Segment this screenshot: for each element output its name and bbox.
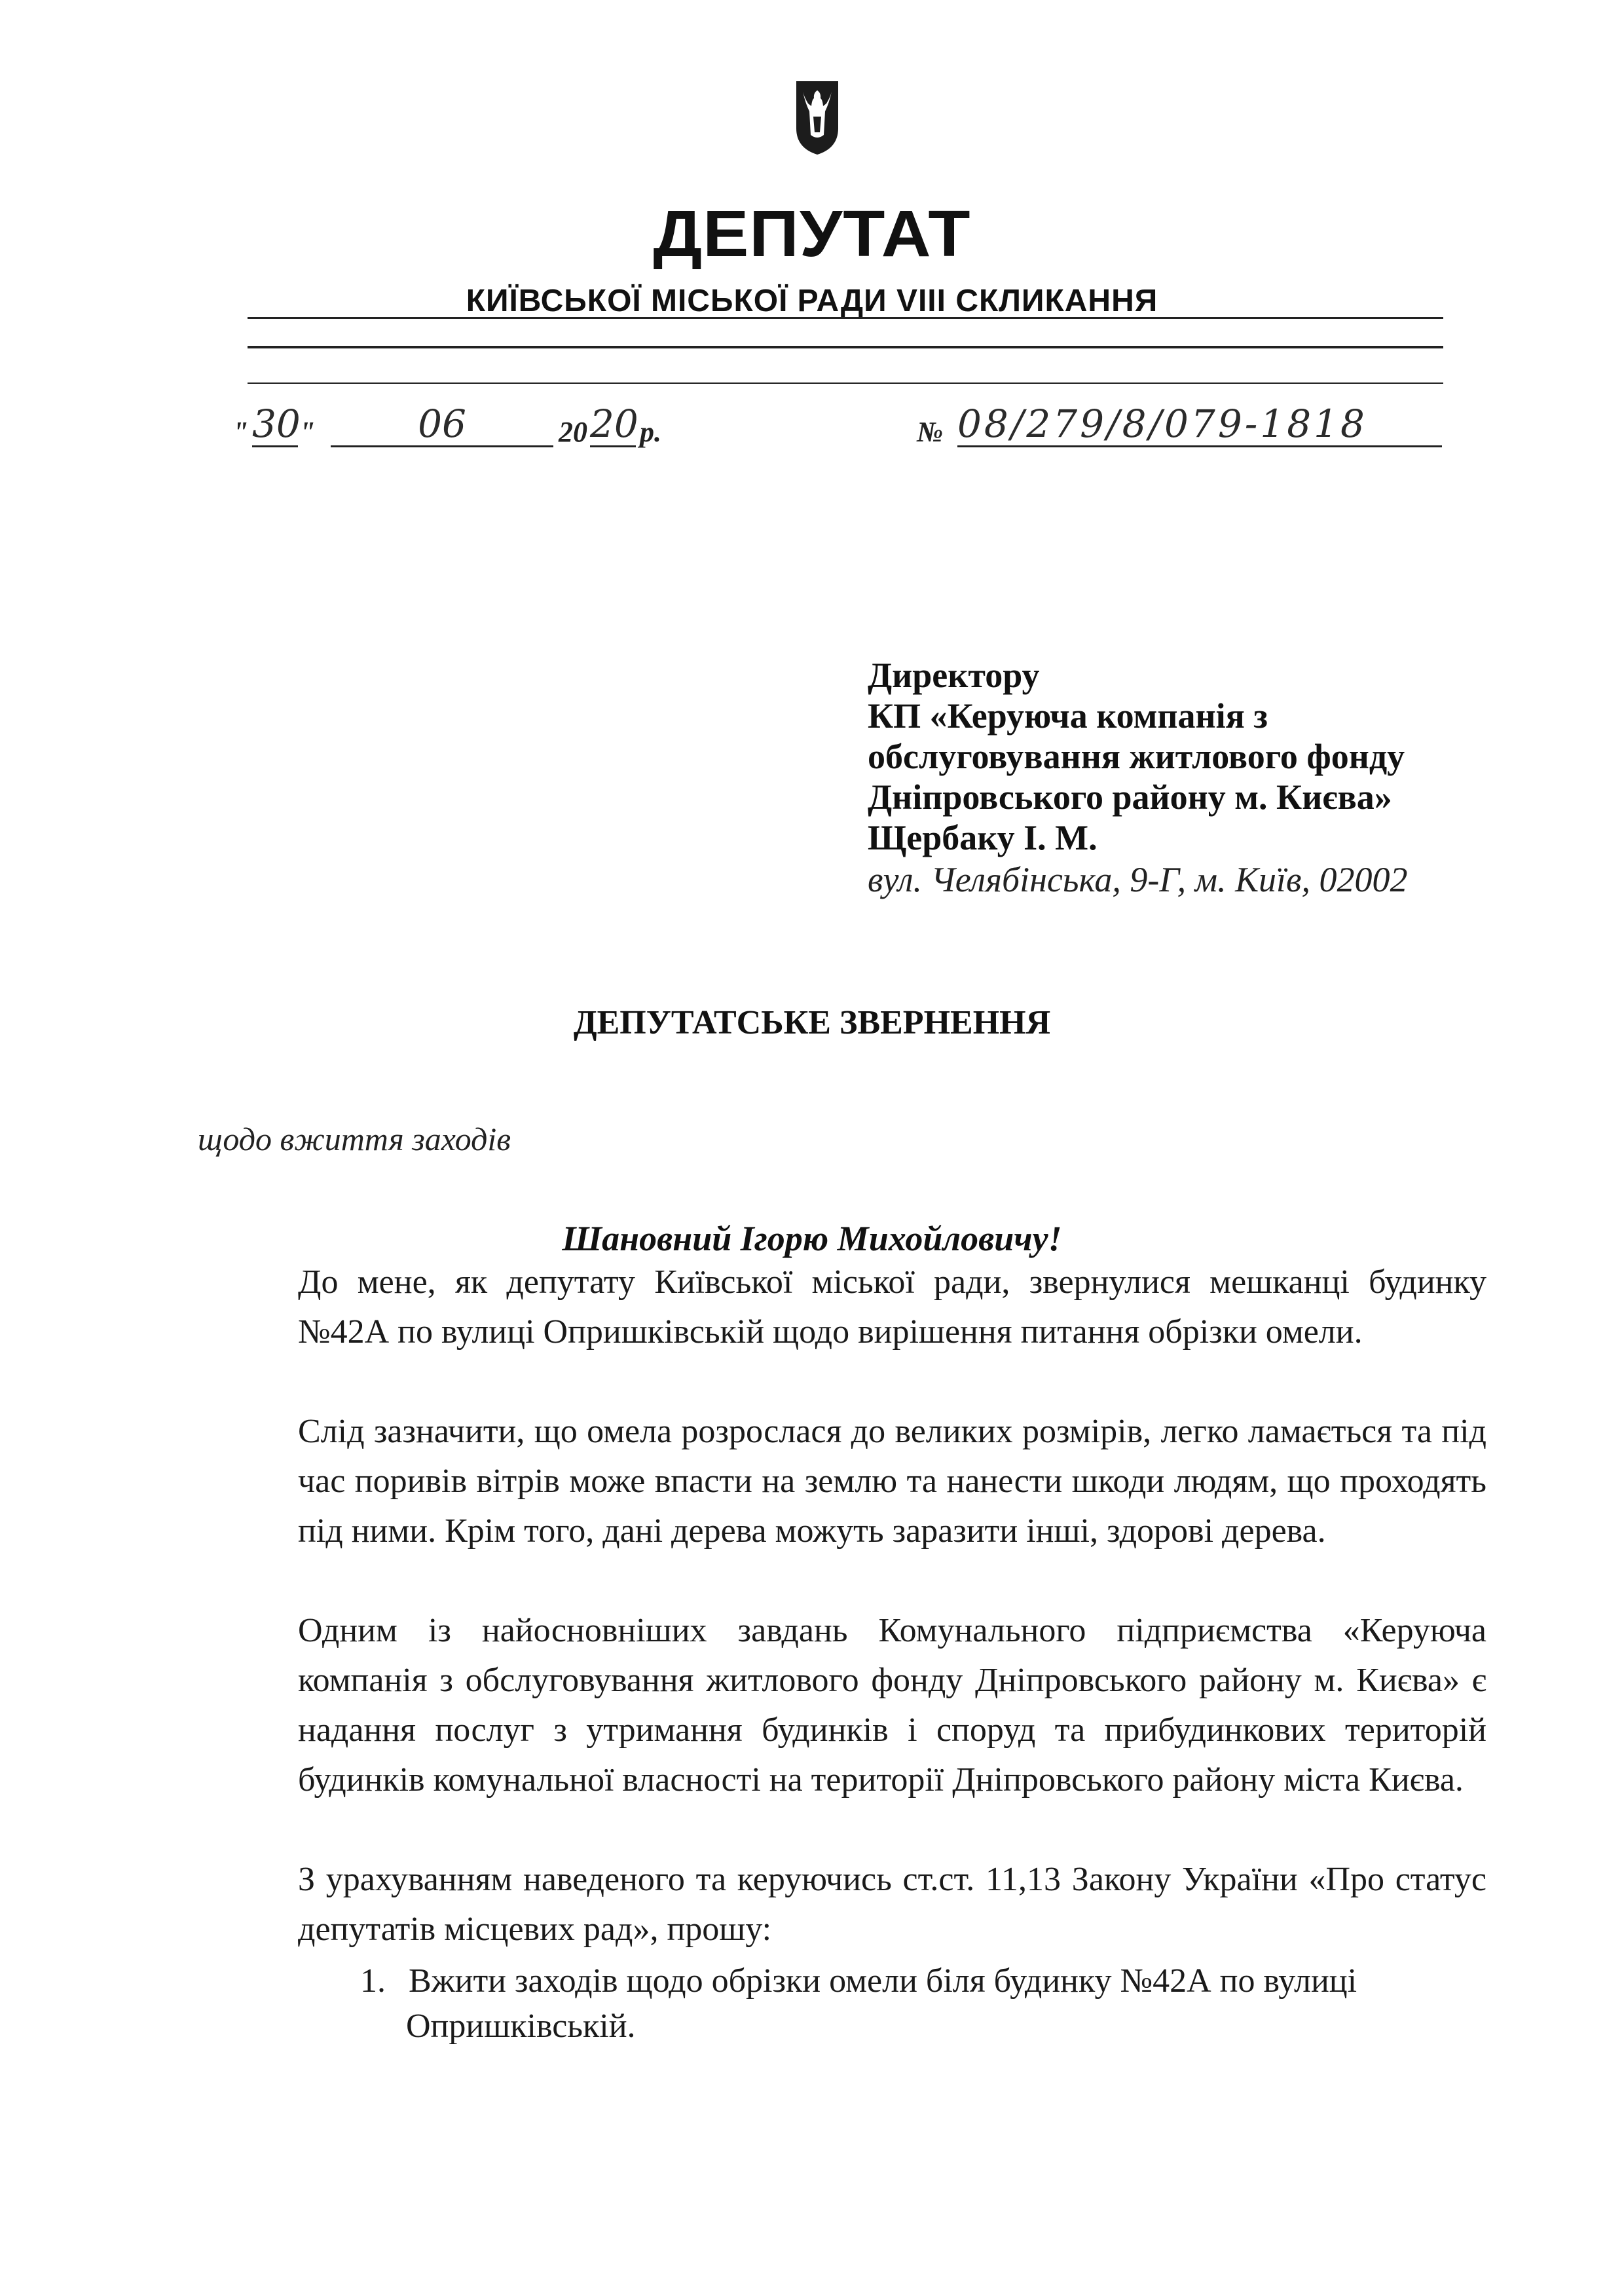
list-item [360,1956,1493,2007]
paragraph-text: З урахуванням наведеного та керуючись ст.ст. 11,13 Закону України «Про статус депутатів місцевих рад», прошу: [298,1861,1486,1948]
list-item-continuation: Опришківській. [406,2007,636,2045]
date-month: 06 [331,402,553,447]
header-divider [248,346,1443,348]
addressee-address: вул. Челябінська, 9-Г, м. Київ, 02002 [868,860,1408,899]
list-item-text: Вжити заходів щодо обрізки омели біля будинку №42А по вулиці [409,1962,1357,2000]
addressee-name: Щербаку І. М. [868,818,1098,857]
list-item-number: 1. [360,1962,386,2000]
header-divider [248,317,1443,319]
body-paragraph [213,1606,1486,1805]
date-day: 30 [252,401,301,446]
registration-date: " 30 " 06 20 20 р. [232,401,661,448]
date-year-prefix: 20 [559,416,587,448]
number-label: № [917,416,944,448]
paragraph-text: Одним із найосновніших завдань Комунального підприємства «Керуюча компанія з обслуговування житлового фонду Дніпровського району м. Києва» є надання послуг з утримання будинків і споруд та прибудинкових територій будинків комунальної власності на території Дніпровського району міста Києва. [298,1612,1486,1799]
addressee-line: КП «Керуюча компанія з [868,696,1268,736]
addressee-line: обслуговування житлового фонду [868,737,1405,776]
document-subject: щодо вжиття заходів [198,1121,511,1157]
letterhead-subtitle: КИЇВСЬКОЇ МІСЬКОЇ РАДИ VIII СКЛИКАННЯ [466,284,1158,318]
date-year: 20 [590,401,638,446]
body-paragraph [213,1407,1486,1556]
body-paragraph [213,1855,1486,1954]
header-divider [248,382,1443,384]
body-paragraph [213,1258,1486,1357]
kyiv-coat-of-arms-icon [794,77,841,157]
paragraph-text: До мене, як депутату Київської міської ради, звернулися мешканці будинку №42А по вулиці Опришківській щодо вирішення питання обрізки омели. [298,1263,1486,1351]
letterhead-title: ДЕПУТАТ [653,197,971,271]
registration-number [917,401,1447,460]
date-year-unit: р. [640,416,661,448]
addressee-line: Директору [868,656,1040,695]
document-heading: ДЕПУТАТСЬКЕ ЗВЕРНЕННЯ [573,1004,1051,1041]
addressee-line: Дніпровського району м. Києва» [868,777,1392,817]
number-value: 08/279/8/079-1818 [957,402,1442,447]
paragraph-text: Слід зазначити, що омела розрослася до великих розмірів, легко ламається та під час поривів вітрів може впасти на землю та нанести шкоди людям, що проходять під ними. Крім того, дані дерева можуть заразити інші, здорові дерева. [298,1413,1486,1550]
greeting: Шановний Ігорю Михойловичу! [562,1219,1062,1258]
